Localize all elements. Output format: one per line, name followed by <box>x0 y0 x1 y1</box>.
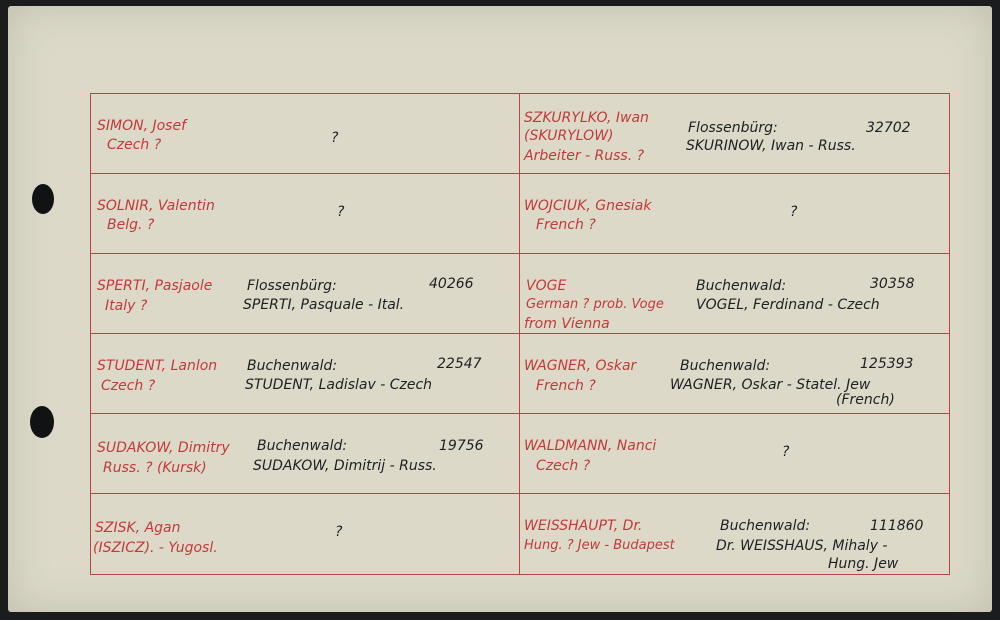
prisoner-number: 125393 <box>860 356 914 372</box>
camp-record-note: (French) <box>836 392 895 408</box>
camp-record-note: Hung. Jew <box>828 556 899 572</box>
entry-nationality: (ISZICZ). - Yugosl. <box>93 540 218 556</box>
entry-nationality: Hung. ? Jew - Budapest <box>524 538 675 553</box>
unknown-mark: ? <box>331 130 339 146</box>
record-cell <box>91 254 520 334</box>
entry-name: VOGE <box>526 278 567 294</box>
entry-nationality: Czech ? <box>107 137 162 153</box>
entry-name: STUDENT, Lanlon <box>97 358 218 374</box>
record-cell <box>520 334 949 414</box>
entry-name: SZISK, Agan <box>95 520 181 536</box>
prisoner-number: 40266 <box>429 276 474 292</box>
camp-record: VOGEL, Ferdinand - Czech <box>696 297 880 313</box>
record-cell <box>91 94 520 174</box>
record-cell <box>520 494 949 574</box>
prisoner-number: 32702 <box>866 120 911 136</box>
entry-nationality: Italy ? <box>105 298 148 314</box>
entry-name: SPERTI, Pasjaole <box>97 278 213 294</box>
record-cell <box>91 174 520 254</box>
unknown-mark: ? <box>337 204 345 220</box>
camp-record: SPERTI, Pasquale - Ital. <box>243 297 405 313</box>
entry-nationality: German ? prob. Voge <box>526 297 664 312</box>
entry-nationality: Czech ? <box>536 458 591 474</box>
entry-name: SZKURYLKO, Iwan <box>524 110 649 126</box>
record-cell <box>91 334 520 414</box>
entry-name: WAGNER, Oskar <box>524 358 637 374</box>
record-cell <box>520 254 949 334</box>
entry-nationality: Arbeiter - Russ. ? <box>524 148 645 164</box>
record-cell <box>91 494 520 574</box>
camp-record: STUDENT, Ladislav - Czech <box>245 377 433 393</box>
entry-nationality: Russ. ? (Kursk) <box>103 460 207 476</box>
entry-nationality: Belg. ? <box>107 217 155 233</box>
record-cell <box>520 414 949 494</box>
camp-name: Flossenbürg: <box>688 120 778 136</box>
prisoner-number: 22547 <box>437 356 482 372</box>
camp-record: WAGNER, Oskar - Statel. Jew <box>670 377 871 393</box>
entry-note: from Vienna <box>524 316 610 332</box>
entry-name: SOLNIR, Valentin <box>97 198 215 214</box>
prisoner-number: 111860 <box>870 518 924 534</box>
prisoner-number: 19756 <box>439 438 484 454</box>
entry-name: WOJCIUK, Gnesiak <box>524 198 652 214</box>
entry-name: SIMON, Josef <box>97 118 187 134</box>
unknown-mark: ? <box>782 444 790 460</box>
record-cell <box>91 414 520 494</box>
entry-alias: (SKURYLOW) <box>524 128 614 144</box>
camp-record: SUDAKOW, Dimitrij - Russ. <box>253 458 437 474</box>
camp-name: Flossenbürg: <box>247 278 337 294</box>
entry-name: SUDAKOW, Dimitry <box>97 440 230 456</box>
camp-name: Buchenwald: <box>696 278 787 294</box>
entry-name: WEISSHAUPT, Dr. <box>524 518 643 534</box>
record-cell <box>520 174 949 254</box>
unknown-mark: ? <box>790 204 798 220</box>
entry-nationality: French ? <box>536 217 596 233</box>
punch-hole-top <box>32 184 54 214</box>
entry-nationality: French ? <box>536 378 596 394</box>
entry-nationality: Czech ? <box>101 378 156 394</box>
record-grid <box>90 93 950 575</box>
camp-name: Buchenwald: <box>720 518 811 534</box>
record-cell <box>520 94 949 174</box>
camp-name: Buchenwald: <box>680 358 771 374</box>
camp-record: Dr. WEISSHAUS, Mihaly - <box>716 538 888 554</box>
prisoner-number: 30358 <box>870 276 915 292</box>
punch-hole-bottom <box>30 406 54 438</box>
camp-name: Buchenwald: <box>247 358 338 374</box>
entry-name: WALDMANN, Nanci <box>524 438 657 454</box>
camp-name: Buchenwald: <box>257 438 348 454</box>
camp-record: SKURINOW, Iwan - Russ. <box>686 138 856 154</box>
unknown-mark: ? <box>335 524 343 540</box>
